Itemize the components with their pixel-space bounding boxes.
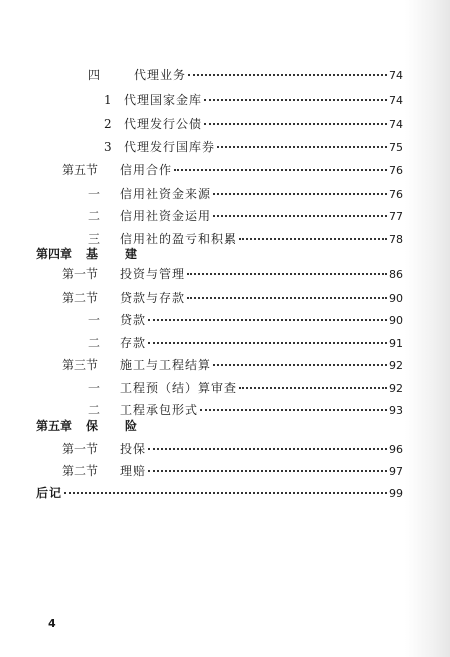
toc-entry-page: 78 — [389, 233, 403, 246]
chapter-number: 第五章 — [36, 419, 73, 433]
toc-entry-page: 77 — [389, 210, 403, 223]
toc-entry-title: 代理发行公债 — [124, 117, 203, 131]
toc-entry-title: 信用社的盈亏和积累 — [120, 232, 238, 246]
toc-entry-title: 后记 — [36, 486, 63, 500]
toc-entry-number: 四 — [88, 68, 101, 82]
dot-leader — [148, 448, 387, 450]
chapter-heading[interactable] — [36, 418, 138, 434]
toc-entry[interactable] — [104, 92, 403, 108]
toc-entry-page: 99 — [389, 487, 403, 500]
dot-leader — [200, 409, 387, 411]
toc-entry-title: 代理发行国库券 — [124, 140, 216, 154]
toc-entry-number: 第三节 — [62, 358, 99, 372]
chapter-title: 基 建 — [86, 247, 139, 261]
toc-entry-title: 工程承包形式 — [120, 403, 199, 417]
page-edge-shadow — [405, 0, 450, 657]
toc-entry-title: 贷款与存款 — [120, 291, 186, 305]
toc-entry[interactable] — [62, 357, 403, 373]
toc-entry[interactable] — [88, 208, 403, 224]
chapter-number: 第四章 — [36, 247, 73, 261]
toc-entry-title: 信用合作 — [120, 163, 173, 177]
toc-entry[interactable] — [62, 441, 403, 457]
toc-entry-number: 一 — [88, 381, 101, 395]
toc-entry-number: 一 — [88, 187, 101, 201]
toc-entry[interactable] — [104, 139, 403, 155]
toc-entry-number: 二 — [88, 336, 101, 350]
toc-entry[interactable] — [88, 186, 403, 202]
dot-leader — [174, 169, 387, 171]
toc-entry-page: 74 — [389, 69, 403, 82]
toc-entry-title: 贷款 — [120, 313, 147, 327]
toc-entry-title: 施工与工程结算 — [120, 358, 212, 372]
toc-entry-number: 二 — [88, 209, 101, 223]
toc-entry-title: 理赔 — [120, 464, 147, 478]
dot-leader — [204, 99, 387, 101]
toc-entry-title: 工程预（结）算审查 — [120, 381, 238, 395]
toc-entry-page: 90 — [389, 314, 403, 327]
toc-entry[interactable] — [62, 463, 403, 479]
toc-entry[interactable] — [88, 231, 403, 247]
toc-entry[interactable] — [62, 290, 403, 306]
toc-entry-page: 97 — [389, 465, 403, 478]
toc-entry-page: 91 — [389, 337, 403, 350]
toc-entry[interactable] — [62, 162, 403, 178]
dot-leader — [213, 193, 387, 195]
toc-entry-page: 74 — [389, 118, 403, 131]
toc-entry-number: 1 — [104, 93, 112, 107]
dot-leader — [239, 238, 387, 240]
chapter-heading[interactable] — [36, 246, 138, 262]
page-number: 4 — [48, 617, 56, 630]
toc-entry-title: 存款 — [120, 336, 147, 350]
toc-entry-page: 92 — [389, 359, 403, 372]
toc-entry-page: 75 — [389, 141, 403, 154]
toc-entry-number: 三 — [88, 232, 101, 246]
dot-leader — [148, 342, 387, 344]
toc-entry-page: 74 — [389, 94, 403, 107]
toc-entry-title: 信用社资金运用 — [120, 209, 212, 223]
toc-entry-title: 信用社资金来源 — [120, 187, 212, 201]
toc-entry[interactable] — [88, 335, 403, 351]
toc-entry-number: 3 — [104, 140, 112, 154]
toc-entry-number: 2 — [104, 117, 112, 131]
toc-entry-page: 96 — [389, 443, 403, 456]
dot-leader — [148, 319, 387, 321]
chapter-title: 保 险 — [86, 419, 139, 433]
toc-entry-title: 投资与管理 — [120, 267, 186, 281]
toc-entry-page: 90 — [389, 292, 403, 305]
dot-leader — [187, 273, 387, 275]
toc-entry-number: 第五节 — [62, 163, 99, 177]
dot-leader — [217, 146, 387, 148]
dot-leader — [188, 74, 387, 76]
toc-entry-number: 第一节 — [62, 267, 99, 281]
toc-entry-title: 投保 — [120, 442, 147, 456]
toc-entry-page: 76 — [389, 188, 403, 201]
toc-entry[interactable] — [88, 312, 403, 328]
toc-entry-title: 代理业务 — [134, 68, 187, 82]
toc-entry-number: 第二节 — [62, 291, 99, 305]
dot-leader — [187, 297, 387, 299]
toc-entry-number: 一 — [88, 313, 101, 327]
toc-entry[interactable] — [88, 380, 403, 396]
toc-entry[interactable] — [36, 485, 403, 501]
toc-entry-page: 93 — [389, 404, 403, 417]
toc-entry-number: 第一节 — [62, 442, 99, 456]
dot-leader — [239, 387, 387, 389]
toc-entry-number: 二 — [88, 403, 101, 417]
toc-entry-number: 第二节 — [62, 464, 99, 478]
dot-leader — [204, 123, 387, 125]
dot-leader — [213, 215, 387, 217]
toc-entry[interactable] — [88, 67, 403, 83]
dot-leader — [64, 492, 387, 494]
dot-leader — [213, 364, 387, 366]
toc-entry[interactable] — [88, 402, 403, 418]
toc-entry-title: 代理国家金库 — [124, 93, 203, 107]
toc-entry-page: 86 — [389, 268, 403, 281]
toc-entry[interactable] — [62, 266, 403, 282]
toc-entry-page: 76 — [389, 164, 403, 177]
toc-entry-page: 92 — [389, 382, 403, 395]
toc-entry[interactable] — [104, 116, 403, 132]
dot-leader — [148, 470, 387, 472]
